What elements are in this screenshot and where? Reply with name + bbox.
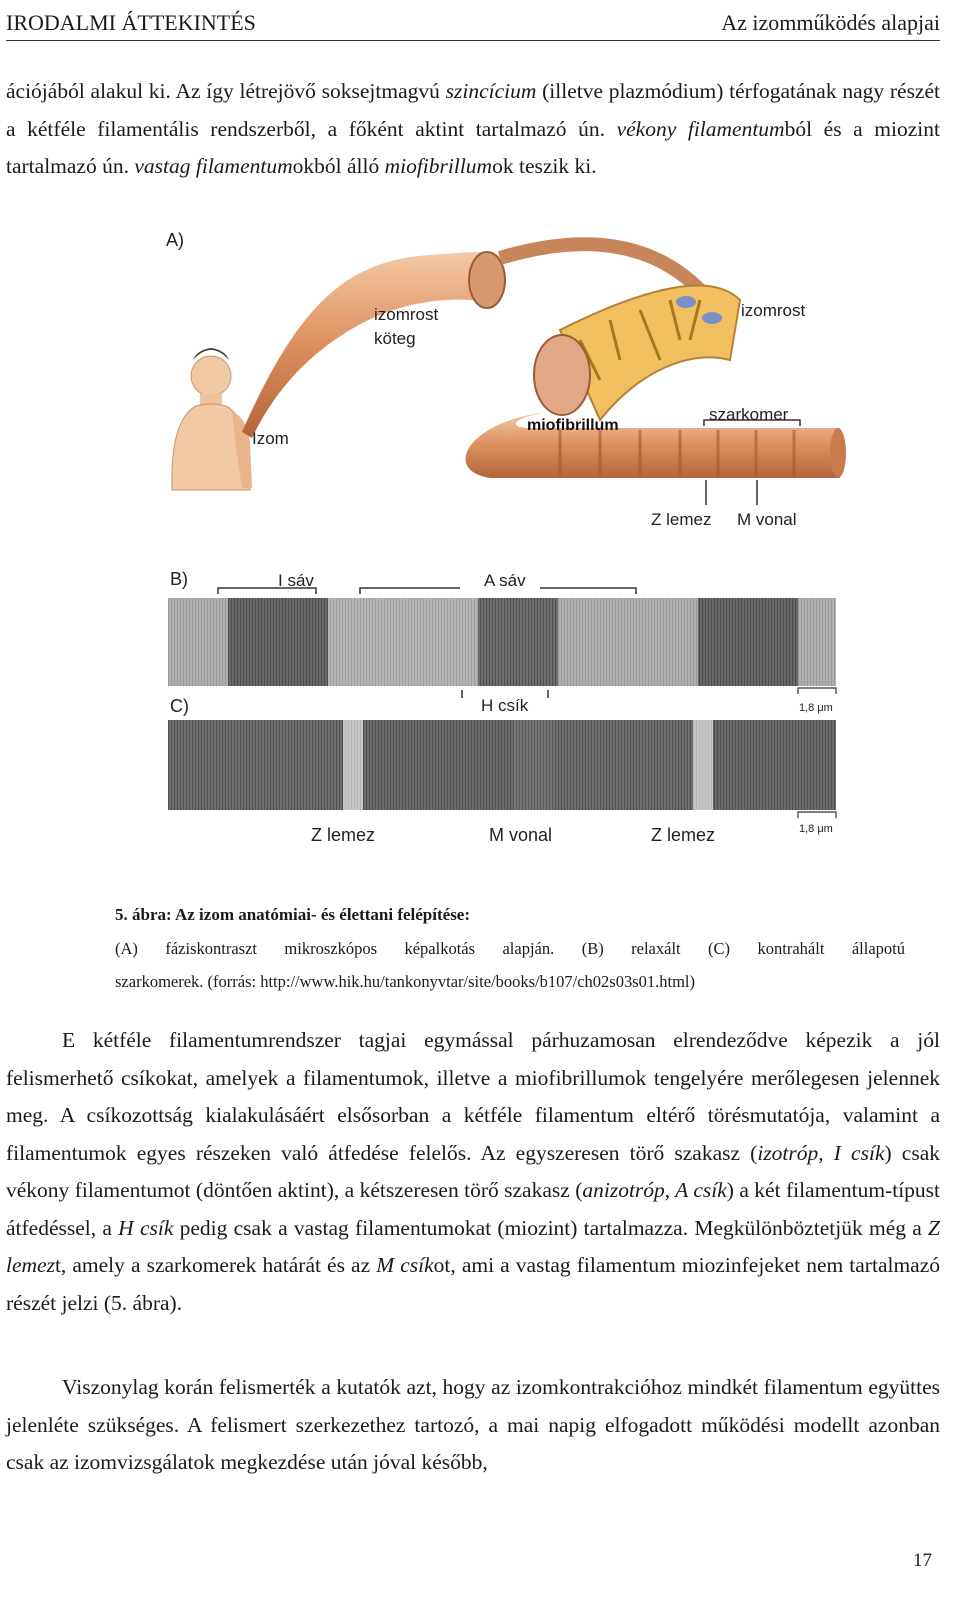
paragraph-intro: ációjából alakul ki. Az így létrejövő soksejtmagvú szincícium (illetve plazmódium) térfogatának nagy részét a kétféle filamentális rendszerből, a főként aktint tartalmazó ún. vékony filamentumból és a miozint tartalmazó ún. vastag filamentumokból álló miofibrillumok teszik ki. <box>6 79 940 178</box>
muscle-belly <box>242 252 500 438</box>
paragraph-filament-bands: E kétféle filamentumrendszer tagjai egymással párhuzamosan elrendeződve képezik a jól felismerhető csíkokat, amelyek a filamentumok, illetve a miofibrillumok tengelyére merőlegesen jelennek meg. A csíkozottság kialakulásáért elsősorban a kétféle filamentum eltérő törésmutatója, valamint a filamentumok egyes részeken való átfedése felelős. Az egyszeresen törő szakasz (izotróp, I csík) csak vékony filamentumot (döntően aktint), a kétszeresen törő szakasz (anizotróp, A csík) a két filamentum-típust átfedéssel, a H csík pedig csak a vastag filamentumokat (miozint) tartalmazza. Megkülönböztetjük még a Z lemezt, amely a szarkomerek határát és az M csíkot, ami a vastag filamentum miozinfejeket nem tartalmazó részét jelzi (5. ábra). <box>6 1028 941 1315</box>
panel-a-label: A) <box>166 230 184 250</box>
label-izomrost: izomrost <box>741 301 806 320</box>
label-miofibrillum: miofibrillum <box>527 417 619 434</box>
label-m-vonal-top: M vonal <box>737 510 797 529</box>
header-section-title: IRODALMI ÁTTEKINTÉS <box>6 10 256 35</box>
paragraph-contraction-model: Viszonylag korán felismerték a kutatók azt, hogy az izomkontrakcióhoz mindkét filamentum együttes jelenléte szükséges. A felismert szerkezethez tartozó, a mai napig elfogadott működési modellt azonban csak az izomvizsgálatok megkezdése után jóval később, <box>6 1375 940 1474</box>
page-number: 17 <box>913 1550 932 1571</box>
label-a-sav: A sáv <box>484 571 526 590</box>
label-z-lemez-bottom-2: Z lemez <box>651 825 716 845</box>
label-izomrost-koteg-1: izomrost <box>374 305 439 324</box>
label-i-sav: I sáv <box>278 571 314 590</box>
label-z-lemez-bottom-1: Z lemez <box>311 825 376 845</box>
label-izomrost-koteg-2: köteg <box>374 329 416 348</box>
label-izom: Izom <box>252 429 289 448</box>
header-chapter-title: Az izomműködés alapjai <box>721 10 940 35</box>
muscle-anatomy-illustration <box>166 230 846 529</box>
contracted-sarcomere-micrograph <box>168 688 836 845</box>
label-z-lemez-top: Z lemez <box>651 510 712 529</box>
panel-c-label: C) <box>170 696 189 716</box>
scale-bar-label-2: 1,8 μm <box>799 823 833 835</box>
caption-title: 5. ábra: Az izom anatómiai- és élettani felépítése: <box>115 905 471 924</box>
label-szarkomer: szarkomer <box>709 405 789 424</box>
panel-b-label: B) <box>170 569 188 589</box>
caption-line-2: (A) fáziskontraszt mikroszkópos képalkotás alapján. (B) relaxált (C) kontrahált állapotú <box>115 939 905 958</box>
label-m-vonal-bottom: M vonal <box>489 825 553 845</box>
label-h-csik: H csík <box>481 696 529 715</box>
fascicle-cross-section <box>469 252 505 308</box>
scale-bar-label-1: 1,8 μm <box>799 702 833 714</box>
caption-line-3: szarkomerek. (forrás: http://www.hik.hu/tankonyvtar/site/books/b107/ch02s03s01.html) <box>115 972 696 991</box>
relaxed-sarcomere-micrograph <box>168 569 836 686</box>
human-torso-icon <box>172 348 252 490</box>
